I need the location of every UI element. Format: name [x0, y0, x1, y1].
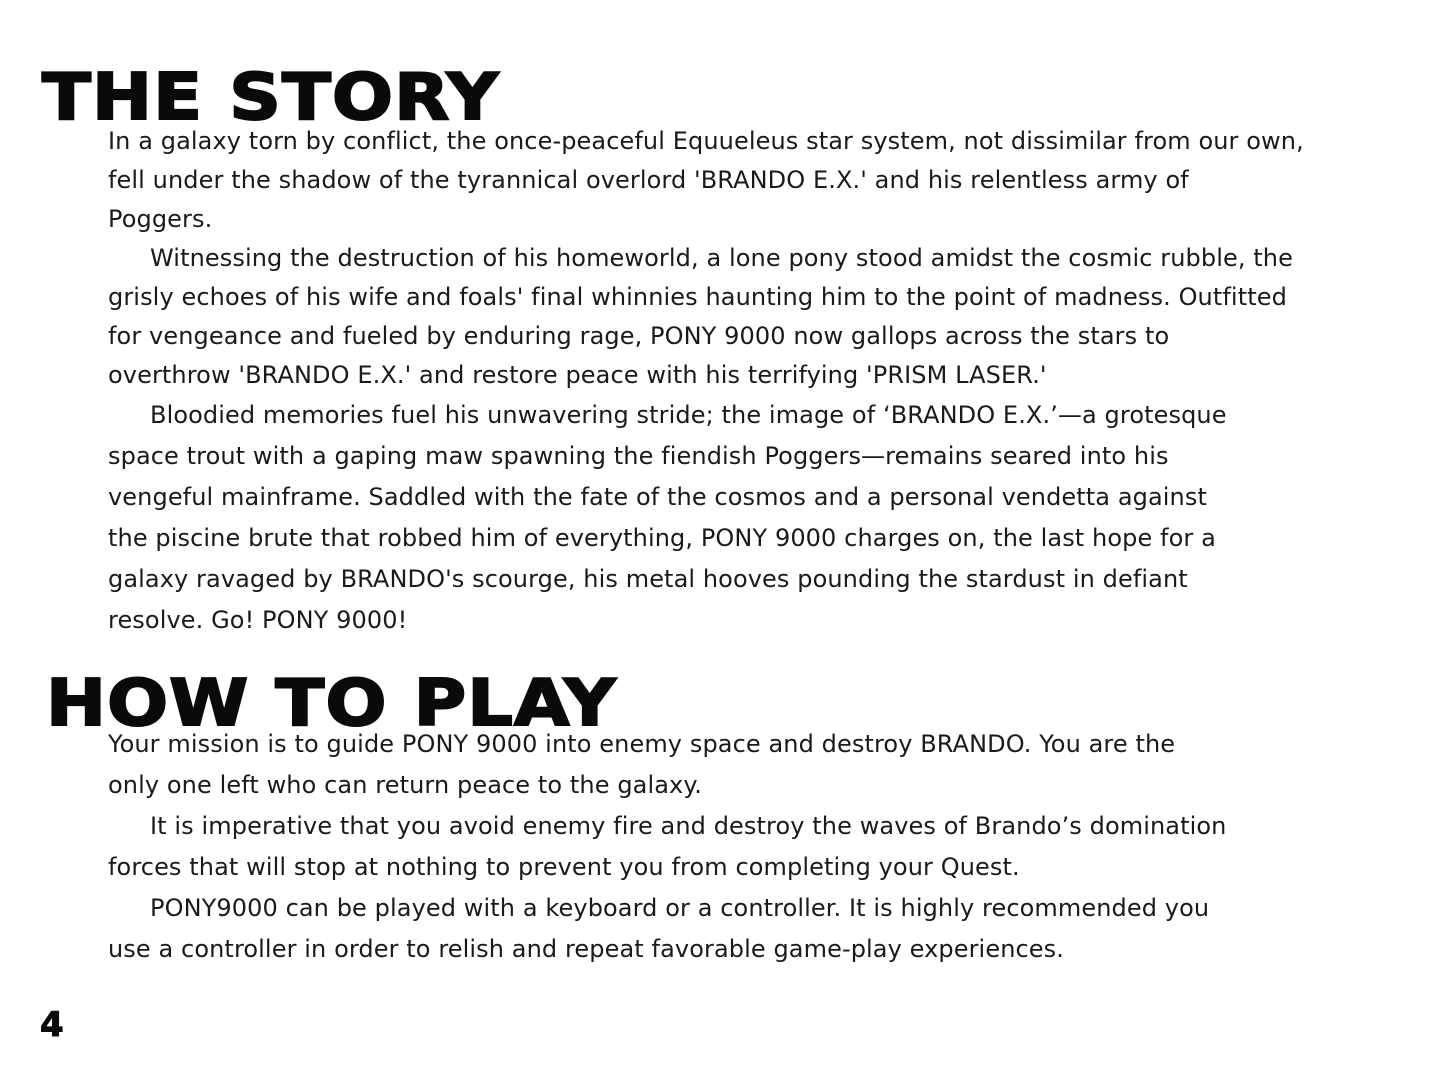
how-to-play-p3-line: use a controller in order to relish and repeat favorable game-play experiences.	[108, 935, 1064, 963]
story-p1-line: In a galaxy torn by conflict, the once-peaceful Equueleus star system, not dissimilar from our own,	[108, 127, 1304, 155]
how-to-play-p3-line: PONY9000 can be played with a keyboard or a controller. It is highly recommended you	[150, 894, 1210, 922]
how-to-play-heading: HOW TO PLAY	[46, 667, 617, 741]
story-paragraph-1	[108, 122, 1348, 239]
story-p2-line: Witnessing the destruction of his homeworld, a lone pony stood amidst the cosmic rubble, the	[150, 244, 1293, 272]
story-p2-line: grisly echoes of his wife and foals' final whinnies haunting him to the point of madness. Outfitted	[108, 283, 1287, 311]
story-p3-line: vengeful mainframe. Saddled with the fate of the cosmos and a personal vendetta against	[108, 483, 1207, 511]
how-to-play-p1-line: only one left who can return peace to the galaxy.	[108, 771, 702, 799]
story-p2-line: for vengeance and fueled by enduring rage, PONY 9000 now gallops across the stars to	[108, 322, 1170, 350]
story-p3-line: the piscine brute that robbed him of everything, PONY 9000 charges on, the last hope for a	[108, 524, 1216, 552]
story-p3-line: Bloodied memories fuel his unwavering stride; the image of ‘BRANDO E.X.’—a grotesque	[150, 401, 1227, 429]
story-p3-line: space trout with a gaping maw spawning the fiendish Poggers—remains seared into his	[108, 442, 1169, 470]
story-p1-line: Poggers.	[108, 205, 213, 233]
how-to-play-paragraph-3	[108, 888, 1348, 970]
story-heading: THE STORY	[42, 61, 500, 135]
how-to-play-p1-line: Your mission is to guide PONY 9000 into enemy space and destroy BRANDO. You are the	[108, 730, 1176, 758]
story-p1-line: fell under the shadow of the tyrannical overlord 'BRANDO E.X.' and his relentless army of	[108, 166, 1189, 194]
story-p3-line: resolve. Go! PONY 9000!	[108, 606, 408, 634]
how-to-play-p2-line: It is imperative that you avoid enemy fire and destroy the waves of Brando’s domination	[150, 812, 1227, 840]
story-p3-line: galaxy ravaged by BRANDO's scourge, his metal hooves pounding the stardust in defiant	[108, 565, 1188, 593]
story-p2-line: overthrow 'BRANDO E.X.' and restore peace with his terrifying 'PRISM LASER.'	[108, 361, 1047, 389]
story-section	[108, 122, 1348, 641]
how-to-play-paragraph-1	[108, 724, 1348, 806]
how-to-play-paragraph-2	[108, 806, 1348, 888]
story-paragraph-3	[108, 395, 1348, 641]
page-number: 4	[40, 1005, 64, 1045]
how-to-play-p2-line: forces that will stop at nothing to prevent you from completing your Quest.	[108, 853, 1020, 881]
how-to-play-section	[108, 724, 1348, 970]
story-paragraph-2	[108, 239, 1348, 395]
